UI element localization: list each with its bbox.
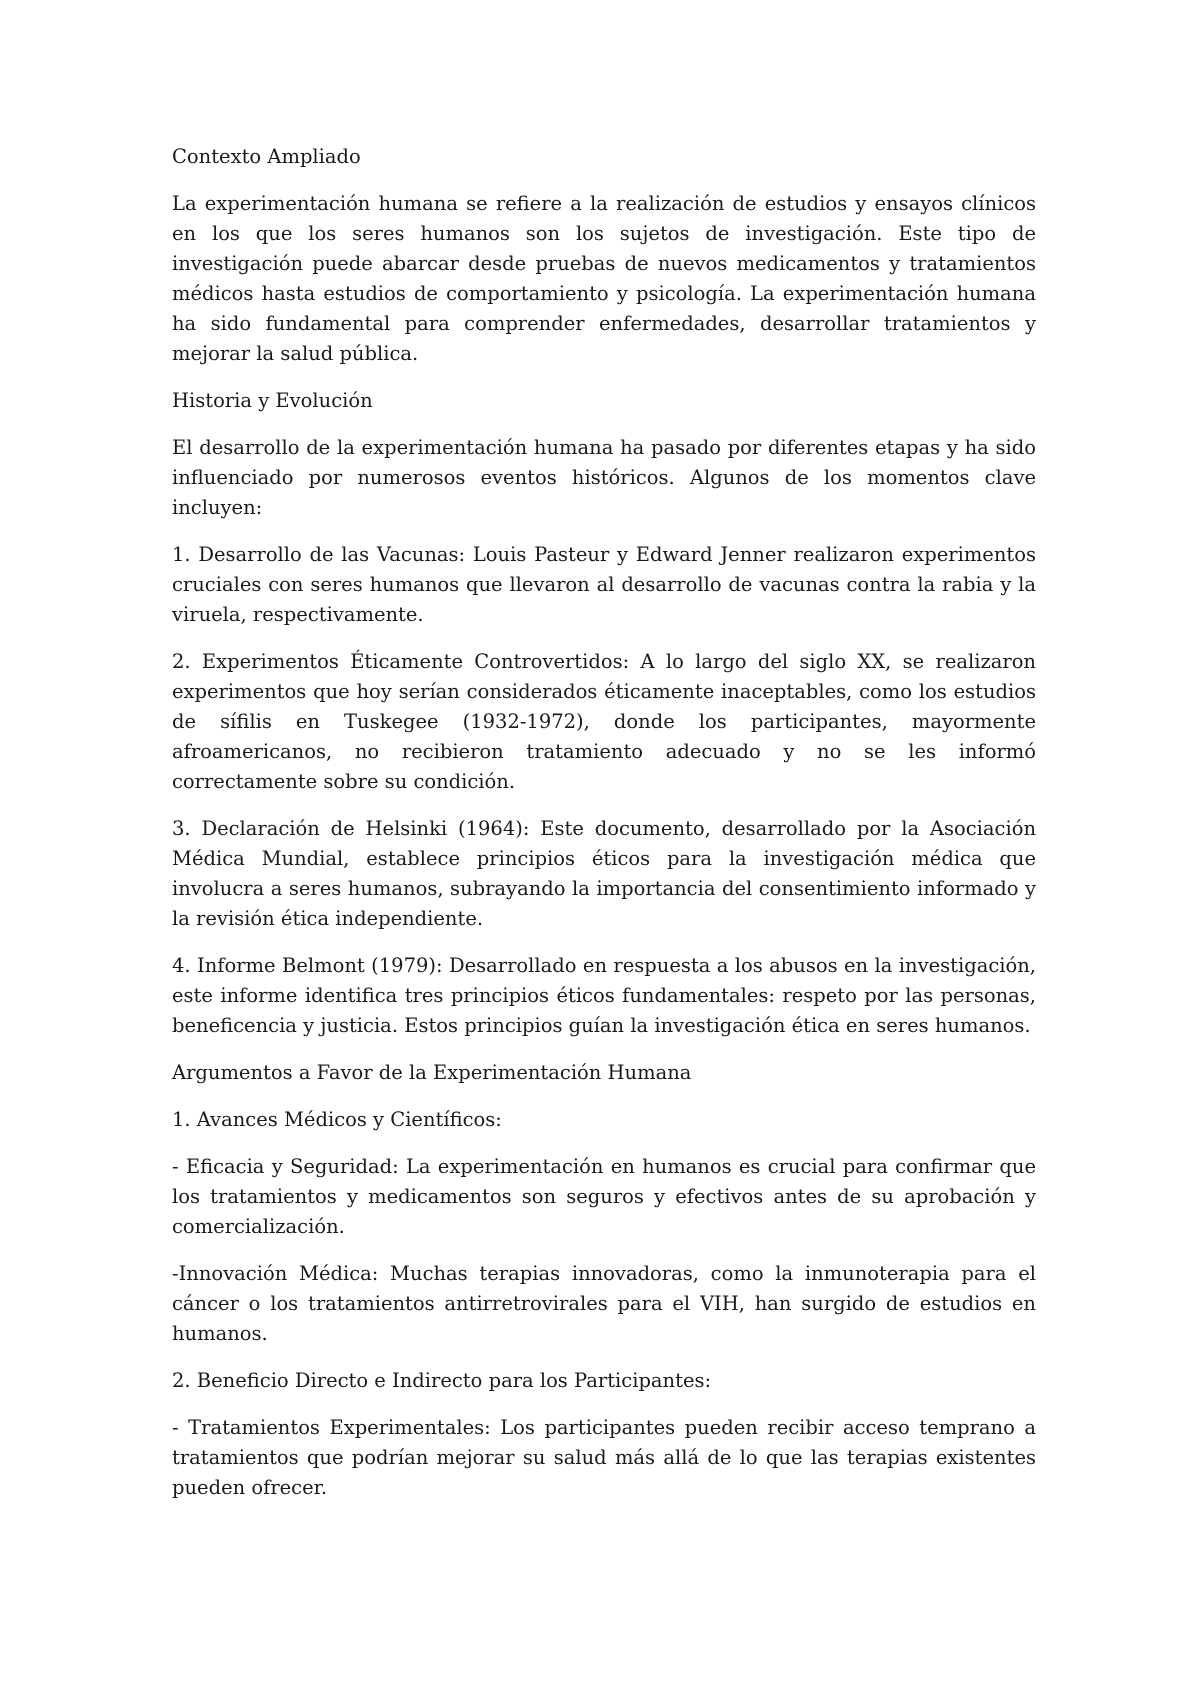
paragraph-eficacia: - Eficacia y Seguridad: La experimentación en humanos es crucial para confirmar que los tratamientos y medicamentos son seguros y efectivos antes de su aprobación y comercialización. xyxy=(172,1155,1036,1238)
document-page xyxy=(172,142,1036,1520)
paragraph-historia-intro: El desarrollo de la experimentación humana ha pasado por diferentes etapas y ha sido influenciado por numerosos eventos históricos. Algunos de los momentos clave incluyen: xyxy=(172,436,1036,519)
section-heading-historia: Historia y Evolución xyxy=(172,389,373,412)
paragraph-innovacion: -Innovación Médica: Muchas terapias innovadoras, como la inmunoterapia para el cáncer o los tratamientos antirretrovirales para el VIH, han surgido de estudios en humanos. xyxy=(172,1262,1036,1345)
subheading-avances: 1. Avances Médicos y Científicos: xyxy=(172,1108,502,1131)
list-item-belmont: 4. Informe Belmont (1979): Desarrollado en respuesta a los abusos en la investigación, este informe identifica tres principios éticos fundamentales: respeto por las personas, beneficencia y justicia. Estos principios guían la investigación ética en seres humanos. xyxy=(172,954,1036,1037)
paragraph-intro: La experimentación humana se refiere a la realización de estudios y ensayos clínicos en los que los seres humanos son los sujetos de investigación. Este tipo de investigación puede abarcar desde pruebas de nuevos medicamentos y tratamientos médicos hasta estudios de comportamiento y psicología. La experimentación humana ha sido fundamental para comprender enfermedades, desarrollar tratamientos y mejorar la salud pública. xyxy=(172,192,1036,365)
list-item-helsinki: 3. Declaración de Helsinki (1964): Este documento, desarrollado por la Asociación Médica Mundial, establece principios éticos para la investigación médica que involucra a seres humanos, subrayando la importancia del consentimiento informado y la revisión ética independiente. xyxy=(172,817,1036,930)
list-item-experimentos: 2. Experimentos Éticamente Controvertidos: A lo largo del siglo XX, se realizaron experimentos que hoy serían considerados éticamente inaceptables, como los estudios de sífilis en Tuskegee (1932-1972), donde los participantes, mayormente afroamericanos, no recibieron tratamiento adecuado y no se les informó correctamente sobre su condición. xyxy=(172,650,1036,793)
subheading-beneficio: 2. Beneficio Directo e Indirecto para los Participantes: xyxy=(172,1369,712,1392)
paragraph-tratamientos: - Tratamientos Experimentales: Los participantes pueden recibir acceso temprano a tratamientos que podrían mejorar su salud más allá de lo que las terapias existentes pueden ofrecer. xyxy=(172,1416,1036,1499)
section-heading-contexto: Contexto Ampliado xyxy=(172,145,361,168)
section-heading-argumentos: Argumentos a Favor de la Experimentación Humana xyxy=(172,1061,692,1084)
list-item-vacunas: 1. Desarrollo de las Vacunas: Louis Pasteur y Edward Jenner realizaron experimentos cruciales con seres humanos que llevaron al desarrollo de vacunas contra la rabia y la viruela, respectivamente. xyxy=(172,543,1036,626)
